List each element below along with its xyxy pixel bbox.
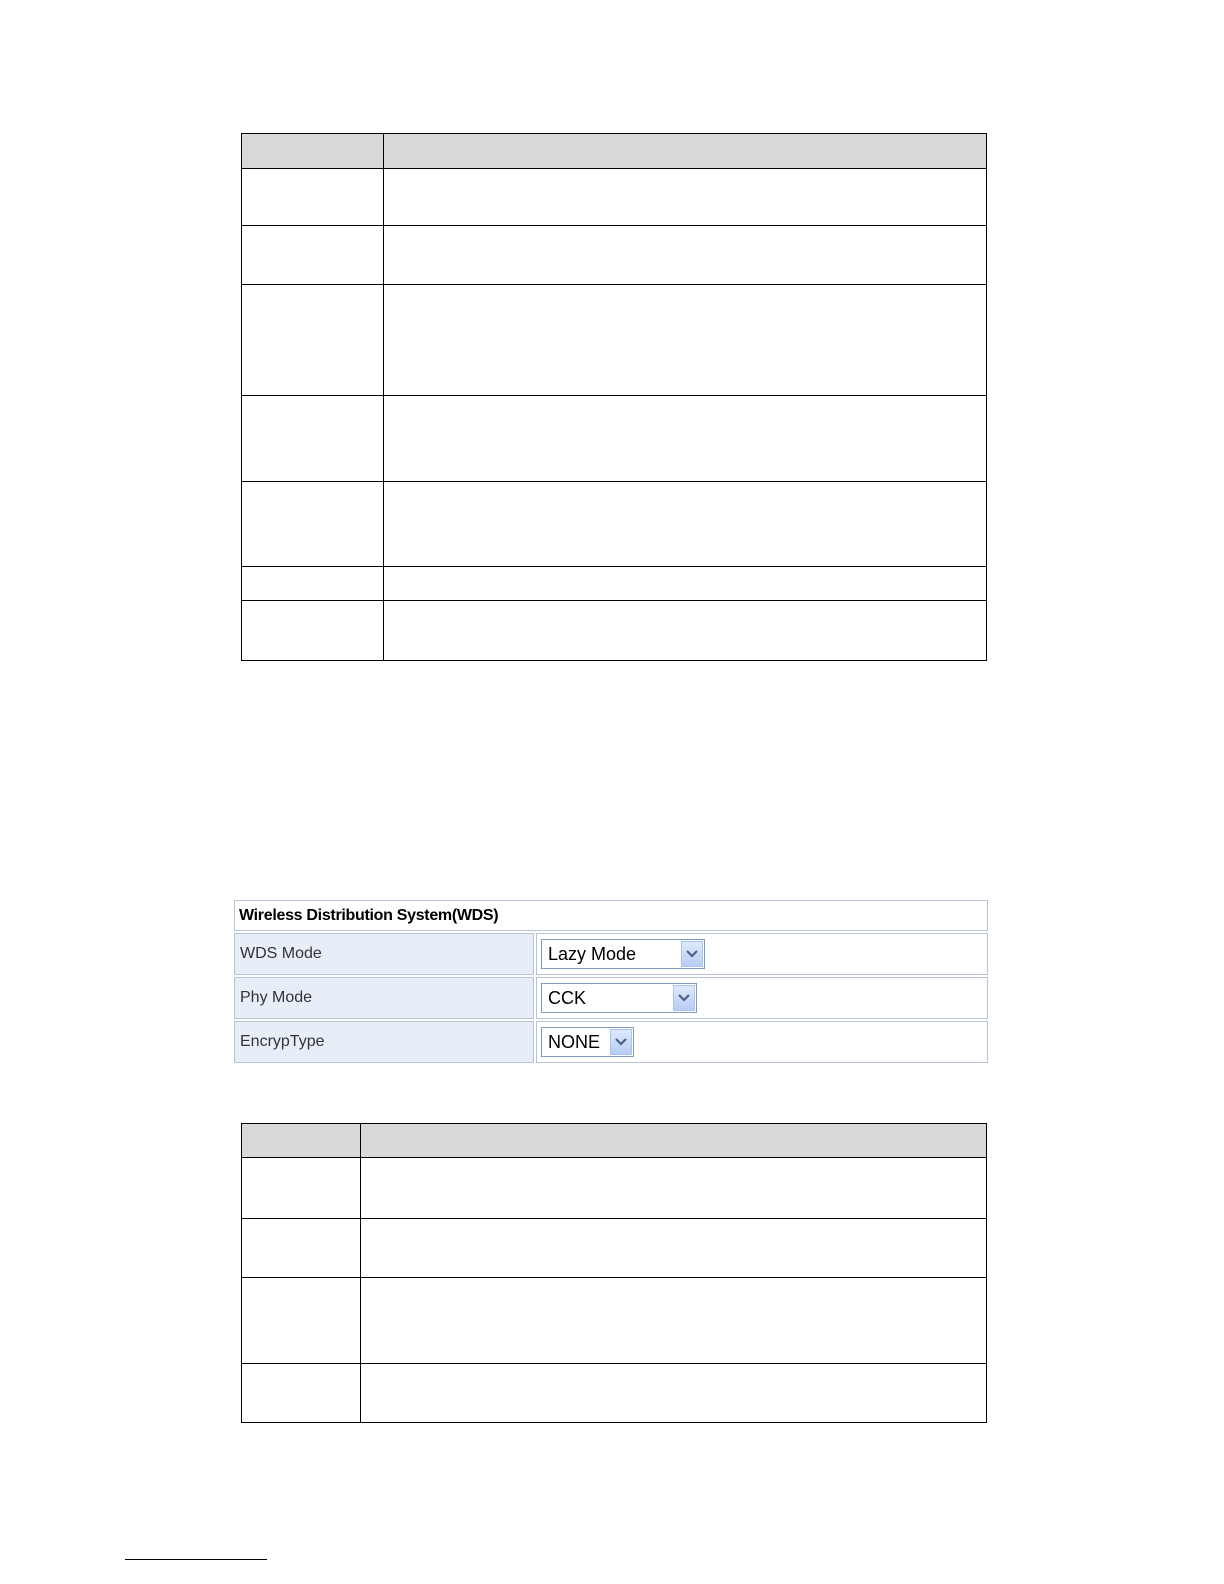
- encryp-type-select[interactable]: [541, 1027, 634, 1057]
- table-cell: [242, 567, 384, 601]
- table-header-cell: [361, 1124, 987, 1158]
- phy-mode-selected-value: CCK: [548, 987, 587, 1008]
- wds-mode-label: WDS Mode: [234, 933, 534, 975]
- parameter-table-top: [241, 133, 987, 661]
- table-header-cell: [384, 134, 987, 169]
- table-header-cell: [242, 134, 384, 169]
- table-cell: [384, 482, 987, 567]
- encryp-type-cell: [536, 1021, 988, 1063]
- table-cell: [361, 1219, 987, 1278]
- footnote-rule: [125, 1559, 267, 1560]
- table-cell: [384, 601, 987, 661]
- table-row: [242, 1278, 987, 1364]
- wds-mode-cell: [536, 933, 988, 975]
- table-cell: [242, 1364, 361, 1423]
- table-cell: [242, 226, 384, 285]
- table-cell: [242, 1219, 361, 1278]
- wds-mode-select[interactable]: [541, 939, 705, 969]
- table-row: [242, 169, 987, 226]
- phy-mode-cell: [536, 977, 988, 1019]
- panel-title: Wireless Distribution System(WDS): [234, 900, 988, 931]
- chevron-down-icon[interactable]: [681, 941, 703, 967]
- table-row: [242, 1158, 987, 1219]
- table-cell: [242, 169, 384, 226]
- encryp-type-selected-value: NONE: [548, 1031, 601, 1052]
- table-header-row: [242, 134, 987, 169]
- encryp-type-label: EncrypType: [234, 1021, 534, 1063]
- table-cell: [242, 482, 384, 567]
- table-row: [242, 1219, 987, 1278]
- wds-mode-row: [234, 933, 988, 975]
- phy-mode-label: Phy Mode: [234, 977, 534, 1019]
- table-cell: [242, 1158, 361, 1219]
- table-cell: [384, 169, 987, 226]
- table-row: [242, 482, 987, 567]
- table-cell: [361, 1158, 987, 1219]
- table-cell: [242, 601, 384, 661]
- table-cell: [384, 567, 987, 601]
- chevron-down-icon[interactable]: [673, 985, 695, 1011]
- phy-mode-row: [234, 977, 988, 1019]
- table-cell: [242, 285, 384, 396]
- table-row: [242, 601, 987, 661]
- wds-settings-panel: [234, 900, 988, 1063]
- table-row: [242, 567, 987, 601]
- table-cell: [361, 1364, 987, 1423]
- table-header-cell: [242, 1124, 361, 1158]
- table-cell: [384, 396, 987, 482]
- table-row: [242, 396, 987, 482]
- encryp-type-row: [234, 1021, 988, 1063]
- chevron-down-icon[interactable]: [610, 1029, 632, 1055]
- table-cell: [361, 1278, 987, 1364]
- table-row: [242, 226, 987, 285]
- table-cell: [384, 226, 987, 285]
- table-cell: [242, 396, 384, 482]
- table-row: [242, 1364, 987, 1423]
- wds-mode-selected-value: Lazy Mode: [548, 943, 637, 964]
- table-cell: [384, 285, 987, 396]
- table-cell: [242, 1278, 361, 1364]
- phy-mode-select[interactable]: [541, 983, 697, 1013]
- table-header-row: [242, 1124, 987, 1158]
- table-row: [242, 285, 987, 396]
- parameter-table-bottom: [241, 1123, 987, 1423]
